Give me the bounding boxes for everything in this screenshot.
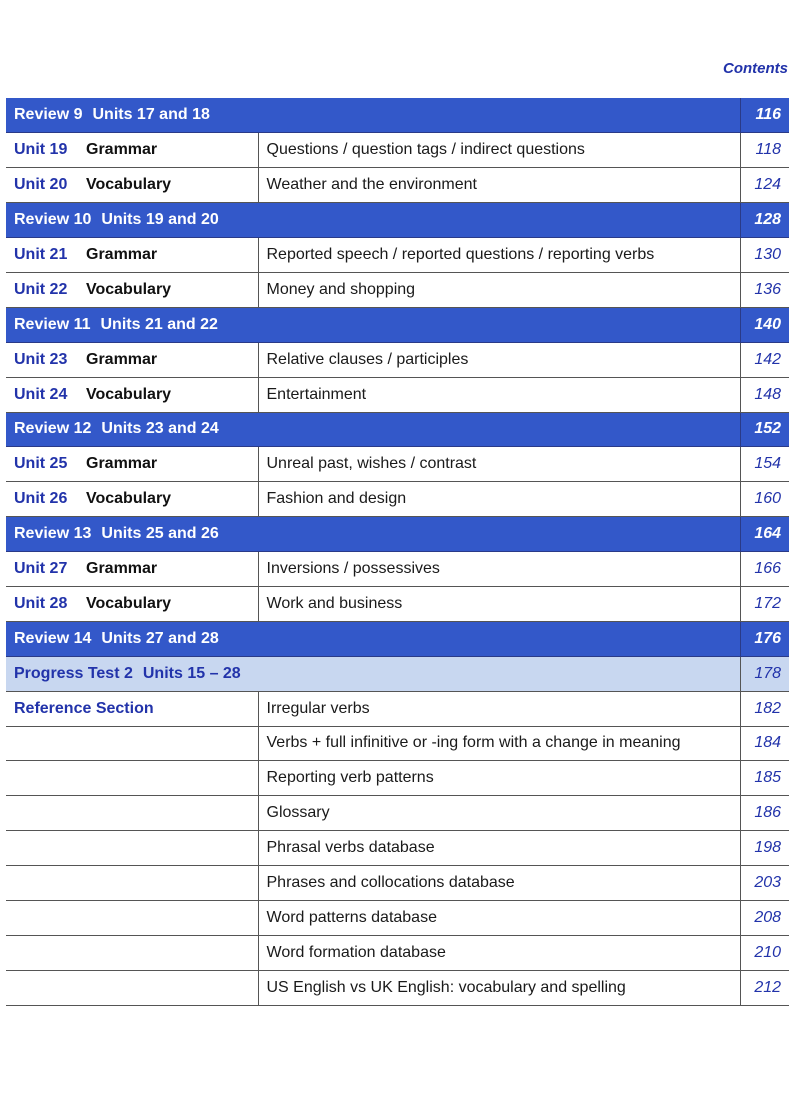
unit-row (6, 552, 789, 587)
review-units: Units 21 and 22 (100, 315, 218, 333)
page-number: 185 (740, 761, 789, 796)
reference-topic[interactable]: Phrasal verbs database (258, 831, 740, 866)
unit-type: Vocabulary (86, 385, 172, 403)
page-number: 212 (740, 970, 789, 1005)
review-row (6, 307, 789, 342)
unit-number: Unit 19 (14, 141, 68, 159)
review-units: Units 19 and 20 (101, 211, 219, 229)
unit-topic[interactable]: Entertainment (258, 377, 740, 412)
unit-number: Unit 27 (14, 560, 68, 578)
page-number: 160 (740, 482, 789, 517)
unit-topic[interactable]: Work and business (258, 586, 740, 621)
review-row (6, 203, 789, 238)
review-label: Review 10 (14, 211, 92, 229)
page-number: 178 (740, 656, 789, 691)
unit-row (6, 238, 789, 273)
review-row (6, 621, 789, 656)
reference-row (6, 691, 789, 726)
page-number: 152 (740, 412, 789, 447)
reference-section-label (6, 866, 258, 901)
reference-section-label (6, 796, 258, 831)
page-number: 118 (740, 133, 789, 168)
review-label: Review 13 (14, 525, 92, 543)
unit-topic[interactable]: Weather and the environment (258, 168, 740, 203)
unit-number: Unit 26 (14, 490, 68, 508)
review-title[interactable] (6, 203, 740, 238)
review-units: Units 25 and 26 (101, 525, 219, 543)
reference-topic[interactable]: Reporting verb patterns (258, 761, 740, 796)
unit-topic[interactable]: Questions / question tags / indirect questions (258, 133, 740, 168)
reference-section-label (6, 970, 258, 1005)
progress-test-units: Units 15 – 28 (142, 664, 241, 682)
page-number: 154 (740, 447, 789, 482)
page-number: 164 (740, 517, 789, 552)
unit-type: Grammar (86, 141, 158, 159)
progress-test-title[interactable] (6, 656, 740, 691)
unit-row (6, 586, 789, 621)
unit-number: Unit 25 (14, 455, 68, 473)
unit-cell[interactable] (6, 377, 258, 412)
review-title[interactable] (6, 621, 740, 656)
reference-section-label (6, 761, 258, 796)
reference-row (6, 831, 789, 866)
unit-topic[interactable]: Fashion and design (258, 482, 740, 517)
unit-cell[interactable] (6, 447, 258, 482)
unit-row (6, 377, 789, 412)
review-row (6, 98, 789, 133)
unit-topic[interactable]: Relative clauses / participles (258, 342, 740, 377)
reference-topic[interactable]: US English vs UK English: vocabulary and spelling (258, 970, 740, 1005)
page-number: 136 (740, 272, 789, 307)
review-label: Review 9 (14, 106, 83, 124)
page-number: 130 (740, 238, 789, 273)
reference-section-label (6, 831, 258, 866)
page-number: 184 (740, 726, 789, 761)
unit-cell[interactable] (6, 238, 258, 273)
review-title[interactable] (6, 307, 740, 342)
reference-row (6, 970, 789, 1005)
unit-type: Vocabulary (86, 280, 172, 298)
unit-topic[interactable]: Inversions / possessives (258, 552, 740, 587)
review-label: Review 14 (14, 629, 92, 647)
unit-row (6, 168, 789, 203)
page-title: Contents (723, 60, 788, 77)
review-row (6, 412, 789, 447)
unit-row (6, 133, 789, 168)
review-units: Units 23 and 24 (101, 420, 219, 438)
reference-topic[interactable]: Phrases and collocations database (258, 866, 740, 901)
reference-section-label (6, 726, 258, 761)
unit-row (6, 482, 789, 517)
unit-type: Vocabulary (86, 594, 172, 612)
review-label: Review 11 (14, 315, 91, 333)
unit-row (6, 447, 789, 482)
review-label: Review 12 (14, 420, 92, 438)
unit-cell[interactable] (6, 272, 258, 307)
unit-number: Unit 20 (14, 176, 68, 194)
reference-topic[interactable]: Word formation database (258, 935, 740, 970)
reference-topic[interactable]: Glossary (258, 796, 740, 831)
review-title[interactable] (6, 412, 740, 447)
unit-topic[interactable]: Unreal past, wishes / contrast (258, 447, 740, 482)
page-number: 198 (740, 831, 789, 866)
page-number: 210 (740, 935, 789, 970)
review-title[interactable] (6, 517, 740, 552)
unit-number: Unit 22 (14, 280, 68, 298)
unit-type: Grammar (86, 246, 158, 263)
page-number: 172 (740, 586, 789, 621)
page-number: 182 (740, 691, 789, 726)
unit-type: Grammar (86, 560, 158, 578)
page-number: 148 (740, 377, 789, 412)
page-number: 186 (740, 796, 789, 831)
unit-topic[interactable]: Money and shopping (258, 272, 740, 307)
unit-cell[interactable] (6, 168, 258, 203)
contents-table (6, 98, 789, 1006)
unit-row (6, 342, 789, 377)
reference-row (6, 866, 789, 901)
unit-cell[interactable] (6, 586, 258, 621)
progress-test-row (6, 656, 789, 691)
reference-section-label (6, 900, 258, 935)
reference-row (6, 935, 789, 970)
page-number: 208 (740, 900, 789, 935)
reference-row (6, 726, 789, 761)
reference-row (6, 900, 789, 935)
reference-topic[interactable]: Word patterns database (258, 900, 740, 935)
page-number: 203 (740, 866, 789, 901)
contents-table-body (6, 98, 789, 1005)
page-number: 142 (740, 342, 789, 377)
progress-test-label: Progress Test 2 (14, 664, 133, 682)
review-units: Units 17 and 18 (92, 106, 210, 124)
unit-number: Unit 28 (14, 594, 68, 612)
review-title[interactable] (6, 98, 740, 133)
unit-number: Unit 24 (14, 385, 68, 403)
unit-cell[interactable] (6, 482, 258, 517)
reference-row (6, 761, 789, 796)
unit-type: Grammar (86, 455, 158, 473)
page-number: 128 (740, 203, 789, 238)
unit-cell[interactable] (6, 133, 258, 168)
unit-cell[interactable] (6, 552, 258, 587)
unit-number: Unit 23 (14, 350, 68, 368)
review-row (6, 517, 789, 552)
unit-type: Vocabulary (86, 490, 172, 508)
unit-row (6, 272, 789, 307)
page-number: 140 (740, 307, 789, 342)
unit-type: Vocabulary (86, 176, 172, 194)
page-number: 124 (740, 168, 789, 203)
unit-topic[interactable]: Reported speech / reported questions / reporting verbs (258, 238, 740, 273)
unit-cell[interactable] (6, 342, 258, 377)
unit-type: Grammar (86, 350, 158, 368)
page-number: 116 (740, 98, 789, 133)
reference-topic[interactable]: Verbs + full infinitive or -ing form with a change in meaning (258, 726, 740, 761)
review-units: Units 27 and 28 (101, 629, 219, 647)
reference-section-label: Reference Section (6, 691, 258, 726)
reference-row (6, 796, 789, 831)
page-number: 166 (740, 552, 789, 587)
reference-section-label (6, 935, 258, 970)
reference-topic[interactable]: Irregular verbs (258, 691, 740, 726)
unit-number: Unit 21 (14, 246, 68, 263)
page-number: 176 (740, 621, 789, 656)
